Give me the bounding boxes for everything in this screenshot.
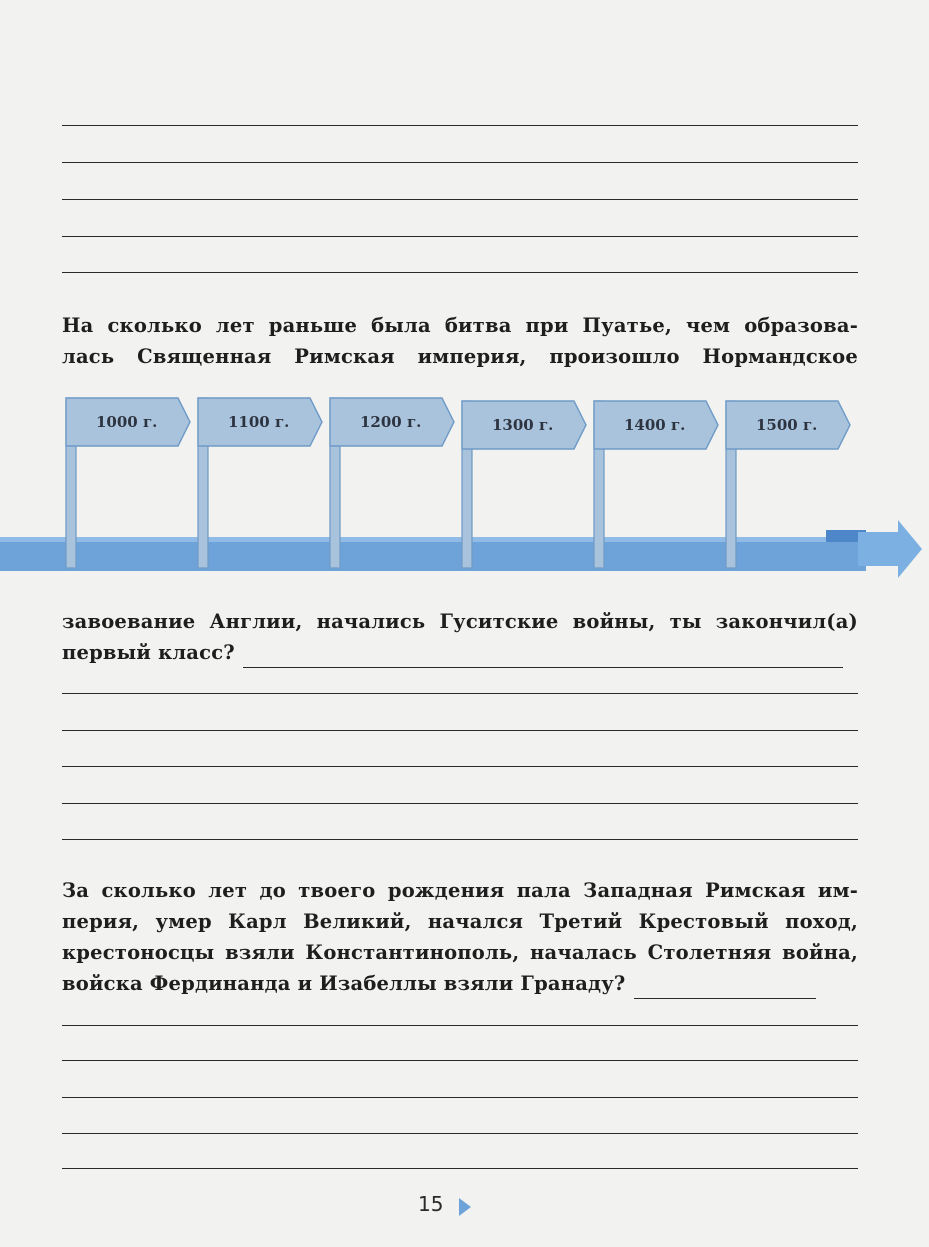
text-line: крестоносцы взяли Константинополь, началась Столетняя война, [62, 941, 858, 964]
answer-line[interactable] [62, 1133, 858, 1134]
answer-line[interactable] [62, 1025, 858, 1026]
answer-line[interactable] [62, 125, 858, 126]
text-line: перия, умер Карл Великий, начался Третий Крестовый поход, [62, 910, 858, 933]
text-line: первый класс? [62, 637, 858, 668]
answer-line[interactable] [62, 803, 858, 804]
answer-line[interactable] [62, 766, 858, 767]
answer-line[interactable] [62, 730, 858, 731]
answer-line[interactable] [62, 1168, 858, 1169]
page-arrow-icon [458, 1197, 472, 1217]
flag-label: 1500 г. [756, 416, 818, 434]
answer-line[interactable] [62, 693, 858, 694]
answer-line[interactable] [62, 199, 858, 200]
text-line: завоевание Англии, начались Гуситские войны, ты закончил(а) [62, 610, 858, 633]
text-line: За сколько лет до твоего рождения пала Западная Римская им- [62, 879, 858, 902]
flag-label: 1000 г. [96, 413, 158, 431]
question-1-continuation [62, 606, 858, 668]
answer-line[interactable] [62, 839, 858, 840]
answer-line[interactable] [62, 272, 858, 273]
answer-line[interactable] [62, 236, 858, 237]
answer-line[interactable] [243, 647, 843, 668]
answer-line[interactable] [62, 1097, 858, 1098]
text-line: войска Фердинанда и Изабеллы взяли Гранаду? [62, 968, 858, 999]
text-line: На сколько лет раньше была битва при Пуатье, чем образова- [62, 314, 858, 337]
answer-line[interactable] [62, 162, 858, 163]
flag-label: 1100 г. [228, 413, 290, 431]
text-line: лась Священная Римская империя, произошло Нормандское [62, 345, 858, 368]
page-number: 15 [418, 1192, 444, 1216]
answer-line[interactable] [62, 1060, 858, 1061]
flag-label: 1200 г. [360, 413, 422, 431]
timeline-arrow-icon [858, 520, 922, 578]
flag-label: 1300 г. [492, 416, 554, 434]
flag-label: 1400 г. [624, 416, 686, 434]
question-2-text [62, 875, 858, 999]
question-1-text [62, 310, 858, 372]
timeline [0, 390, 929, 580]
answer-line[interactable] [634, 978, 816, 999]
